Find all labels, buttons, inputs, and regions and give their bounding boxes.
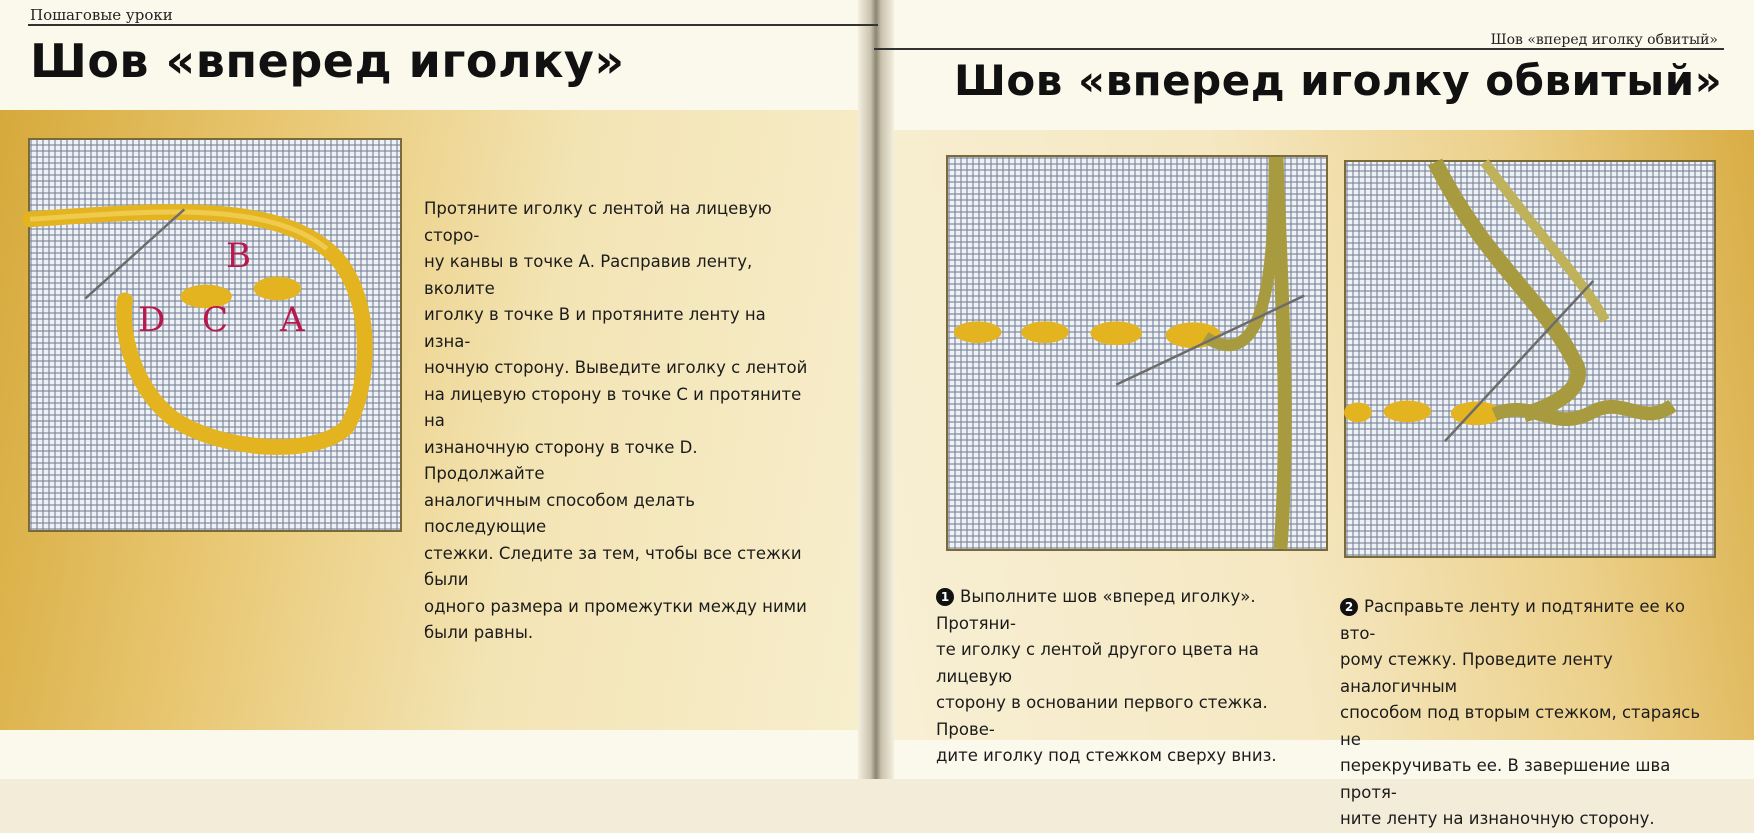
text-line: изнаночную сторону в точке D. Продолжайте (424, 437, 698, 483)
text-line: иголку в точке В и протяните ленту на изна- (424, 305, 766, 351)
text-line: одного размера и промежутки между ними (424, 596, 807, 616)
text-line: Выполните шов «вперед иголку». Протяни- (936, 587, 1256, 633)
text-line: на лицевую сторону в точке С и протяните на (424, 384, 802, 430)
olive-ribbon-2 (1484, 162, 1605, 320)
left-section-label: Пошаговые уроки (30, 6, 173, 24)
text-line: способом под вторым стежком, стараясь не (1340, 703, 1701, 749)
left-instruction-text (424, 196, 808, 647)
step-2-line (1340, 594, 1716, 647)
left-header-rule (28, 24, 878, 26)
whipped-step2-photo (1344, 160, 1716, 558)
text-line: ночную сторону. Выведите иголку с лентой (424, 358, 808, 377)
point-label-a: A (280, 300, 305, 340)
text-line: Протяните иголку с лентой на лицевую сторо- (424, 199, 772, 245)
text-line: ну канвы в точке А. Расправив ленту, вколите (424, 252, 753, 298)
whipped-step1-illustration (948, 157, 1326, 549)
olive-ribbon (1205, 157, 1274, 345)
whipped-step2-illustration (1346, 162, 1714, 556)
right-section-label: Шов «вперед иголку обвитый» (1490, 32, 1718, 48)
olive-ribbon-tail (1277, 157, 1285, 549)
book-gutter (858, 0, 894, 779)
stitch-1 (954, 321, 1001, 343)
running-stitch-photo (28, 138, 402, 532)
text-line: рому стежку. Проведите ленту аналогичным (1340, 650, 1613, 696)
ribbon-loop (30, 212, 365, 447)
stitch-3 (1090, 321, 1141, 345)
step-1-text (936, 584, 1320, 770)
text-line: дите иголку под стежком сверху вниз. (936, 746, 1277, 765)
text-line: перекручивать ее. В завершение шва протя- (1340, 756, 1671, 802)
left-page-title: Шов «вперед иголку» (30, 34, 625, 88)
stitch-2 (1021, 321, 1068, 343)
point-label-c: C (202, 300, 229, 340)
right-header-rule (874, 48, 1724, 50)
text-line: были равны. (424, 623, 534, 642)
needle (85, 209, 184, 298)
olive-ribbon (1435, 162, 1578, 414)
text-line: сторону в основании первого стежка. Прове- (936, 693, 1268, 739)
step-1-number: 1 (936, 588, 954, 606)
text-line: Расправьте ленту и подтяните ее ко вто- (1340, 597, 1685, 643)
point-label-b: B (226, 236, 251, 276)
stitch-2 (254, 277, 301, 301)
text-line: ните ленту на изнаночную сторону. (1340, 809, 1655, 828)
step-1-line (936, 584, 1320, 637)
text-line: аналогичным способом делать последующие (424, 490, 695, 536)
whipped-ribbon (1494, 405, 1672, 419)
text-line: стежки. Следите за тем, чтобы все стежки были (424, 543, 802, 589)
stitch-1 (1344, 403, 1372, 423)
right-page-title: Шов «вперед иголку обвитый» (954, 56, 1723, 105)
step-2-number: 2 (1340, 598, 1358, 616)
stitch-2 (1384, 401, 1431, 423)
point-label-d: D (138, 300, 166, 340)
text-line: те иголку с лентой другого цвета на лицевую (936, 640, 1259, 686)
whipped-step1-photo (946, 155, 1328, 551)
step-2-text (1340, 594, 1716, 833)
needle (1116, 296, 1304, 385)
